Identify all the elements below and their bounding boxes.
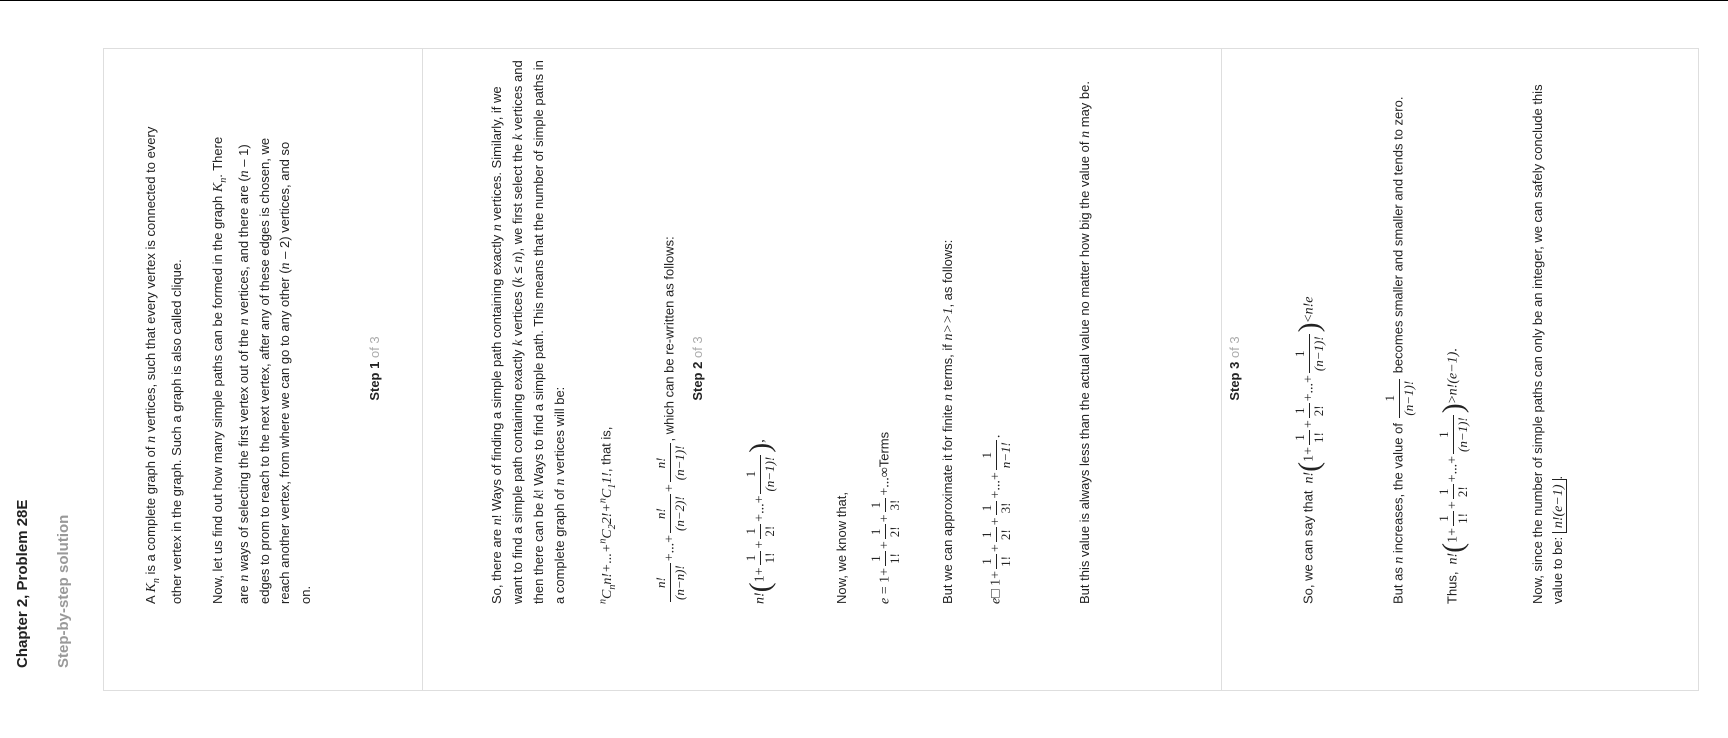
page-title: Chapter 2, Problem 28E xyxy=(14,499,31,668)
step-2-paragraph-1: So, there are n! Ways of finding a simple path containing exactly n vertices. Similarly, if we want to find a simple path containing exactly k vertices (k ≤ n), we first select the k vertices and then there can be k! Ways to find a simple path. This means that the number of simple paths in a complete graph of n vertices will be: xyxy=(489,60,568,604)
equation-factored-sum: n!(1+ 1 1! + 1 2! +...+ 1 (n−1)! ), xyxy=(743,439,777,604)
solution-card xyxy=(103,48,1699,691)
step-1-heading: Step 1 of 3 xyxy=(367,336,382,401)
step-3-increases: But as n increases, the value of 1 (n−1)! becomes smaller and smaller and tends to zero. xyxy=(1382,96,1416,604)
step-2-heading: Step 2 of 3 xyxy=(690,336,705,401)
step-3-final: Now, since the number of simple paths can only be an integer, we can safely conclude this value to be: n!(e−1). xyxy=(1530,84,1566,604)
equation-upper-bound: So, we can say that n!(1+ 1 1! + 1 2! +...+ 1 (n−1)! )<n!e xyxy=(1292,296,1326,604)
step-1-paragraph-2: Now, let us find out how many simple paths can be formed in the graph $K_n$. There are n ways of selecting the first vertex out of the n vertices, and there are (n – 1) edges to prom to reach to the next vertex, after any of these edges is chosen, we reach another vertex, from where we can go to any other (n – 2) vertices, and so on. xyxy=(210,136,313,604)
equation-sum-of-paths: $^nC_nn!+...+^nC_22!+^nC_11$!, that is, xyxy=(597,426,618,604)
step-3-section xyxy=(1222,47,1700,690)
equation-factorial-sum: n! (n−n)! +...+ n! (n−2)! + n! (n−1)! , which can be re-written as follows: xyxy=(653,236,687,600)
step-1-section xyxy=(104,47,422,690)
step-1-paragraph-1: A $K_n$ is a complete graph of n vertices, such that every vertex is connected to every other vertex in the graph. Such a graph is also called clique. xyxy=(143,126,184,604)
step-2-conclusion: But this value is always less than the actual value no matter how big the value of n may be. xyxy=(1077,81,1093,604)
equation-e-series: e = 1+ 1 1! + 1 2! + 1 3! +...∞Terms xyxy=(868,431,902,604)
step-2-now-we-know: Now, we know that, xyxy=(834,492,849,604)
equation-lower-bound: Thus, n!(1+ 1 1! + 1 2! +...+ 1 (n−1)! )>n!(e−1). xyxy=(1436,348,1470,604)
step-3-heading: Step 3 of 3 xyxy=(1227,336,1242,401)
step-2-approximate: But we can approximate it for finite n terms, if n>>1, as follows: xyxy=(940,239,956,604)
page-subtitle: Step-by-step solution xyxy=(55,514,72,668)
step-2-section xyxy=(423,47,1221,690)
equation-e-approx: e□ 1+ 1 1! + 1 2! + 1 3! +...+ 1 n−1! . xyxy=(979,434,1013,604)
